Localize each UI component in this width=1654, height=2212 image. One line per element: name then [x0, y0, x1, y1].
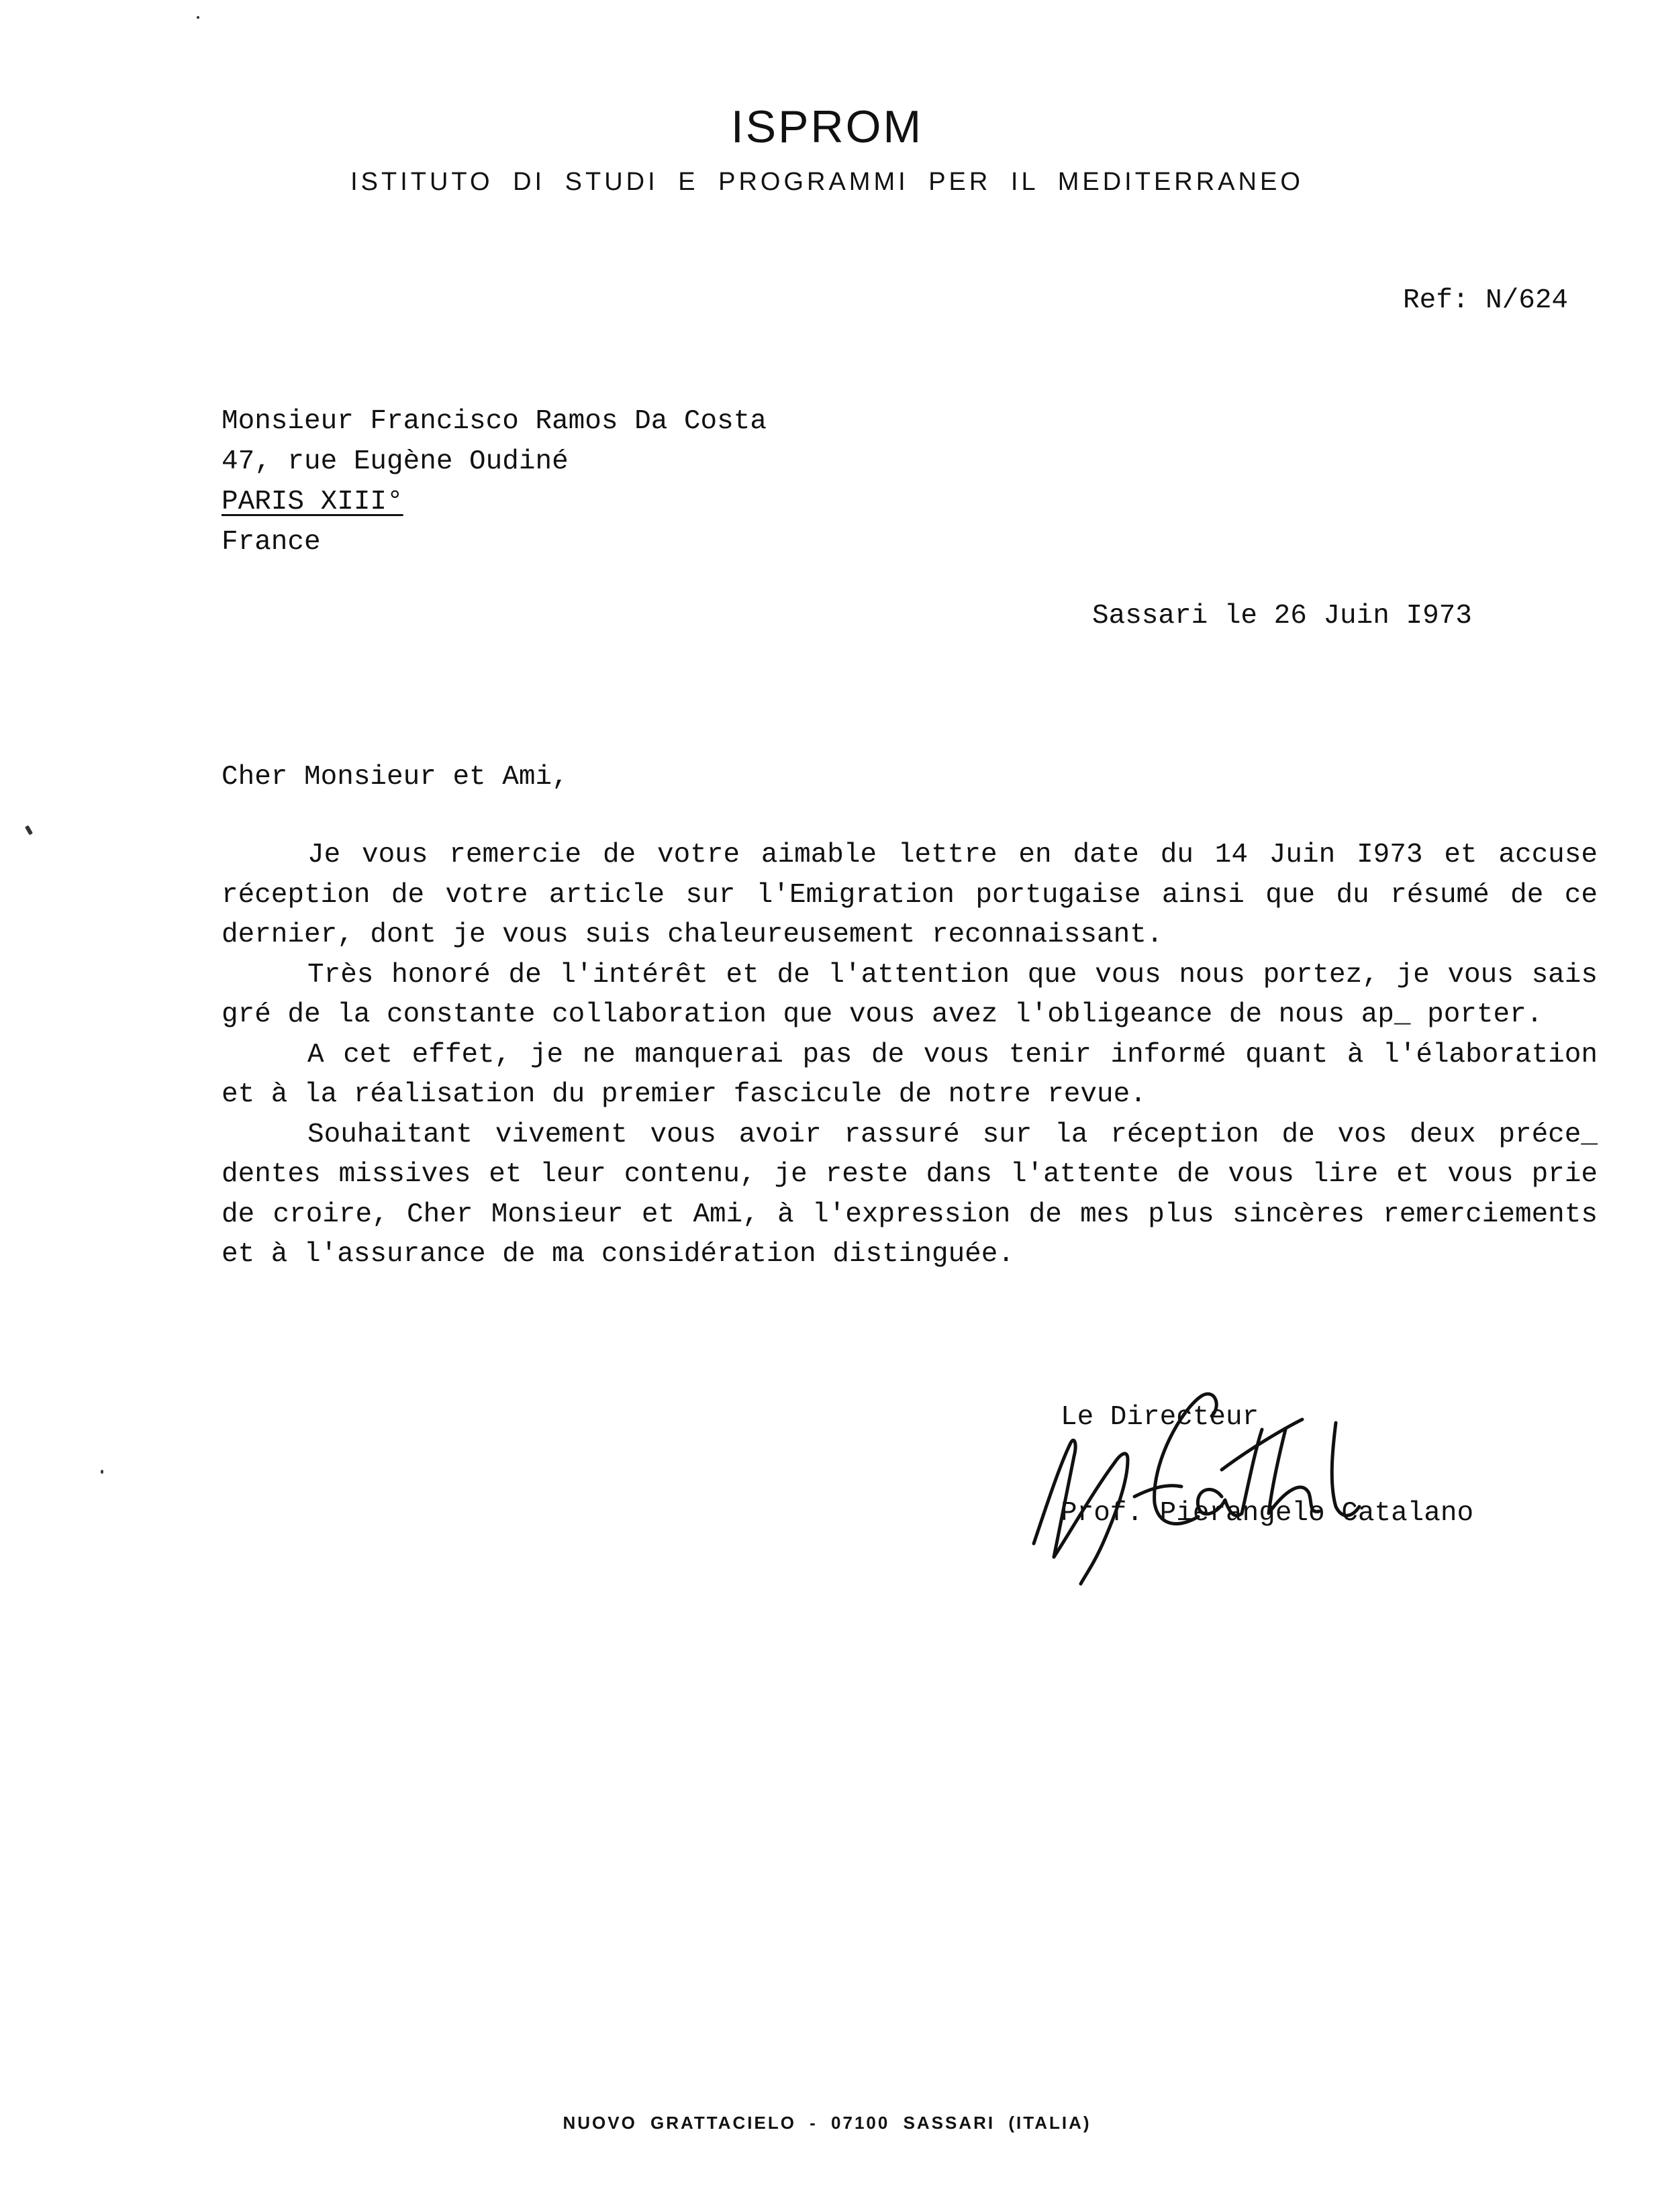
- body-paragraph-4: Souhaitant vivement vous avoir rassuré sur la réception de vos deux préce_ dentes missives et leur contenu, je reste dans l'attente de vous lire et vous prie de croire, Cher Monsieur et Ami, à l'expression de mes plus sincères remerciements et à l'assurance de ma considération distinguée.: [222, 1119, 1598, 1270]
- letterhead-org-name: ISPROM: [730, 101, 924, 152]
- recipient-country: France: [222, 527, 321, 558]
- footer-address: NUOVO GRATTACIELO - 07100 SASSARI (ITALIA): [563, 2113, 1091, 2133]
- recipient-name: Monsieur Francisco Ramos Da Costa: [222, 406, 767, 437]
- body-paragraph-3: A cet effet, je ne manquerai pas de vous tenir informé quant à l'élaboration et à la réalisation du premier fascicule de notre revue.: [222, 1039, 1598, 1110]
- paper-speck: [101, 1470, 103, 1474]
- letterhead-org-full-name: ISTITUTO DI STUDI E PROGRAMMI PER IL MEDITERRANEO: [350, 168, 1304, 196]
- reference-number: Ref: N/624: [1403, 285, 1569, 316]
- date-line: Sassari le 26 Juin I973: [1092, 601, 1472, 632]
- paper-speck: [197, 16, 199, 19]
- recipient-street: 47, rue Eugène Oudiné: [222, 446, 569, 477]
- recipient-city: PARIS XIII°: [222, 487, 403, 517]
- handwritten-signature: [1020, 1369, 1504, 1591]
- salutation: Cher Monsieur et Ami,: [222, 762, 569, 793]
- paper-speck: [25, 825, 33, 835]
- signature-title: Le Directeur: [1061, 1402, 1259, 1433]
- letter-body: [222, 836, 1598, 1275]
- body-paragraph-2: Très honoré de l'intérêt et de l'attention que vous nous portez, je vous sais gré de la constante collaboration que vous avez l'obligeance de nous ap_ porter.: [222, 959, 1598, 1030]
- body-paragraph-1: Je vous remercie de votre aimable lettre en date du 14 Juin I973 et accuse réception de votre article sur l'Emigration portugaise ainsi que du résumé de ce dernier, dont je vous suis chaleureusement reconnaissant.: [222, 840, 1598, 950]
- signature-name: Prof. Pierangelo Catalano: [1061, 1498, 1474, 1529]
